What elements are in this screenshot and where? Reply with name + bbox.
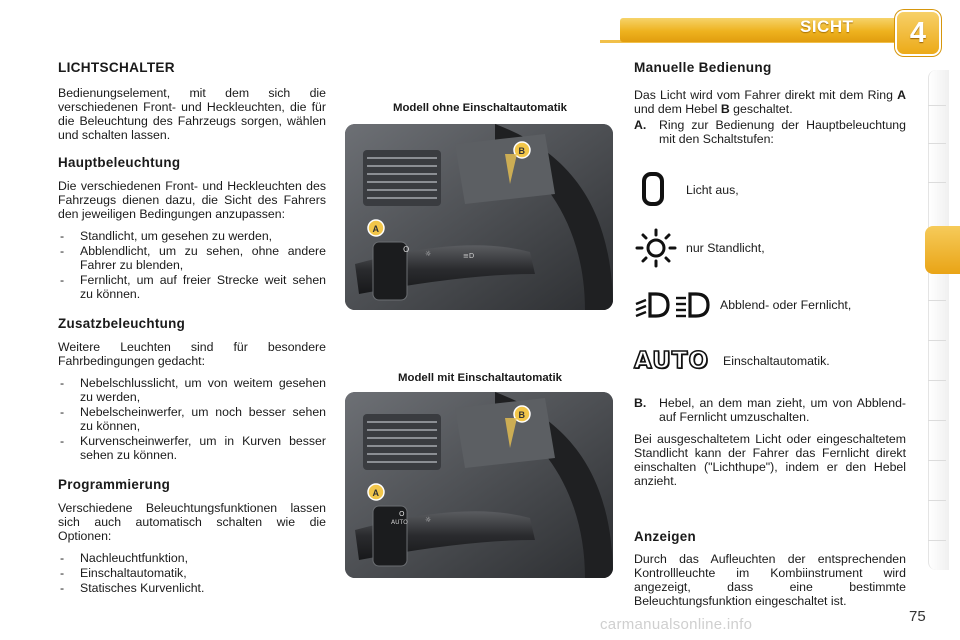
list	[58, 376, 326, 462]
callout-a: A	[372, 224, 379, 234]
chapter-tab-divider	[928, 340, 946, 341]
list-item: - Einschaltautomatik,	[58, 566, 326, 580]
list-item: - Statisches Kurvenlicht.	[58, 581, 326, 595]
paragraph	[634, 88, 906, 116]
item-text: Hebel, an dem man zieht, um von Abblend- auf Fernlicht umzuschalten.	[659, 396, 906, 424]
page-header	[0, 0, 960, 62]
label-a: A	[897, 88, 906, 102]
chapter-tab-active[interactable]	[925, 226, 960, 274]
symbol-label: Licht aus,	[686, 183, 739, 197]
list-item: - Fernlicht, um auf freier Strecke weit sehen zu können.	[58, 273, 326, 301]
item-label: A.	[634, 118, 647, 132]
paragraph: Weitere Leuchten sind für besondere Fahrbedingungen gedacht:	[58, 340, 326, 368]
intro-paragraph: Bedienungselement, mit dem sich die verschiedenen Front- und Heckleuchten, die für die Beleuchtung des Fahrzeugs sorgen, wählen und schalten lassen.	[58, 86, 326, 142]
figure-caption: Modell mit Einschaltautomatik	[398, 372, 562, 384]
chapter-tab-divider	[928, 460, 946, 461]
heading-hauptbeleuchtung: Hauptbeleuchtung	[58, 155, 181, 170]
page-number: 75	[909, 608, 926, 625]
chapter-tab-divider	[928, 500, 946, 501]
parking-light-icon	[634, 228, 678, 268]
stalk-illustration	[345, 392, 613, 578]
chapter-tab-divider	[928, 182, 946, 183]
chapter-tab-divider	[928, 380, 946, 381]
list-item: - Nachleuchtfunktion,	[58, 551, 326, 565]
watermark: carmanualsonline.info	[600, 616, 753, 633]
paragraph: Durch das Aufleuchten der entsprechenden Kontrollleuchte im Kombiinstrument wird angezeigt, dass eine bestimmte Beleuchtungsfunktion eingeschaltet ist.	[634, 552, 906, 608]
list-item: - Kurvenscheinwerfer, um in Kurven besser sehen zu können.	[58, 434, 326, 462]
main-title: LICHTSCHALTER	[58, 60, 175, 75]
chapter-badge: 4	[897, 12, 939, 54]
figure-caption: Modell ohne Einschaltautomatik	[392, 102, 568, 114]
stalk-illustration	[345, 124, 613, 310]
right-column	[634, 61, 906, 146]
list-item: - Abblendlicht, um zu sehen, ohne andere Fahrer zu blenden,	[58, 244, 326, 272]
right-column-lower	[634, 396, 906, 496]
figure-stalk-manual	[345, 124, 613, 310]
item-text: Ring zur Bedienung der Hauptbeleuchtung mit den Schaltstufen:	[659, 118, 906, 146]
symbol-row	[634, 348, 830, 374]
svg-text:☼: ☼	[425, 516, 432, 524]
item-a	[634, 118, 906, 146]
note-paragraph: Bei ausgeschaltetem Licht oder eingeschaltetem Standlicht kann der Fahrer das Fernlicht direkt einschalten ("Lichthupe"), indem er den Hebel anzieht.	[634, 432, 906, 488]
chapter-tab-strip	[928, 70, 949, 570]
list-item: - Standlicht, um gesehen zu werden,	[58, 229, 326, 243]
symbol-label: nur Standlicht,	[686, 241, 765, 255]
light-off-icon	[634, 172, 678, 208]
callout-b: B	[518, 146, 525, 156]
callout-a: A	[372, 488, 379, 498]
symbol-label: Einschaltautomatik.	[723, 354, 830, 368]
symbol-row	[634, 172, 739, 208]
svg-text:☼: ☼	[425, 250, 432, 258]
text-fragment: Das Licht wird vom Fahrer direkt mit dem Ring	[634, 88, 898, 102]
callout-b: B	[518, 410, 525, 420]
figure-stalk-auto	[345, 392, 613, 578]
list	[58, 229, 326, 301]
heading-programmierung: Programmierung	[58, 477, 171, 492]
chapter-tab-divider	[928, 143, 946, 144]
list-item: - Nebelscheinwerfer, um noch besser sehen zu können,	[58, 405, 326, 433]
section-title: SICHT	[800, 17, 854, 36]
svg-text:O: O	[403, 245, 410, 254]
item-b	[634, 396, 906, 424]
item-label: B.	[634, 396, 647, 410]
svg-text:AUTO: AUTO	[391, 519, 408, 526]
dipped-main-beam-icon	[634, 290, 714, 320]
paragraph: Die verschiedenen Front- und Heckleuchten des Fahrzeugs dienen dazu, die Sicht des Fahrers den jeweiligen Bedingungen anzupassen:	[58, 179, 326, 221]
heading-anzeigen: Anzeigen	[634, 529, 696, 544]
header-band	[620, 18, 920, 42]
text-fragment: geschaltet.	[729, 102, 793, 116]
list	[58, 551, 326, 595]
left-column	[58, 61, 326, 605]
anzeigen-section	[634, 530, 906, 616]
paragraph: Verschiedene Beleuchtungsfunktionen lassen sich auch automatisch schalten wie die Optionen:	[58, 501, 326, 543]
chapter-tab-divider	[928, 420, 946, 421]
chapter-tab-divider	[928, 105, 946, 106]
svg-text:O: O	[399, 510, 405, 518]
heading-manuelle-bedienung: Manuelle Bedienung	[634, 60, 772, 75]
symbol-label: Abblend- oder Fernlicht,	[720, 298, 852, 312]
text-fragment: und dem Hebel	[634, 102, 721, 116]
symbol-row	[634, 228, 765, 268]
auto-lights-icon: AUTO	[634, 348, 710, 374]
svg-text:≡D: ≡D	[463, 252, 475, 260]
chapter-tab-divider	[928, 300, 946, 301]
list-item: - Nebelschlusslicht, um von weitem gesehen zu werden,	[58, 376, 326, 404]
chapter-tab-divider	[928, 540, 946, 541]
symbol-row	[634, 290, 851, 320]
label-b: B	[720, 102, 730, 116]
heading-zusatzbeleuchtung: Zusatzbeleuchtung	[58, 316, 186, 331]
